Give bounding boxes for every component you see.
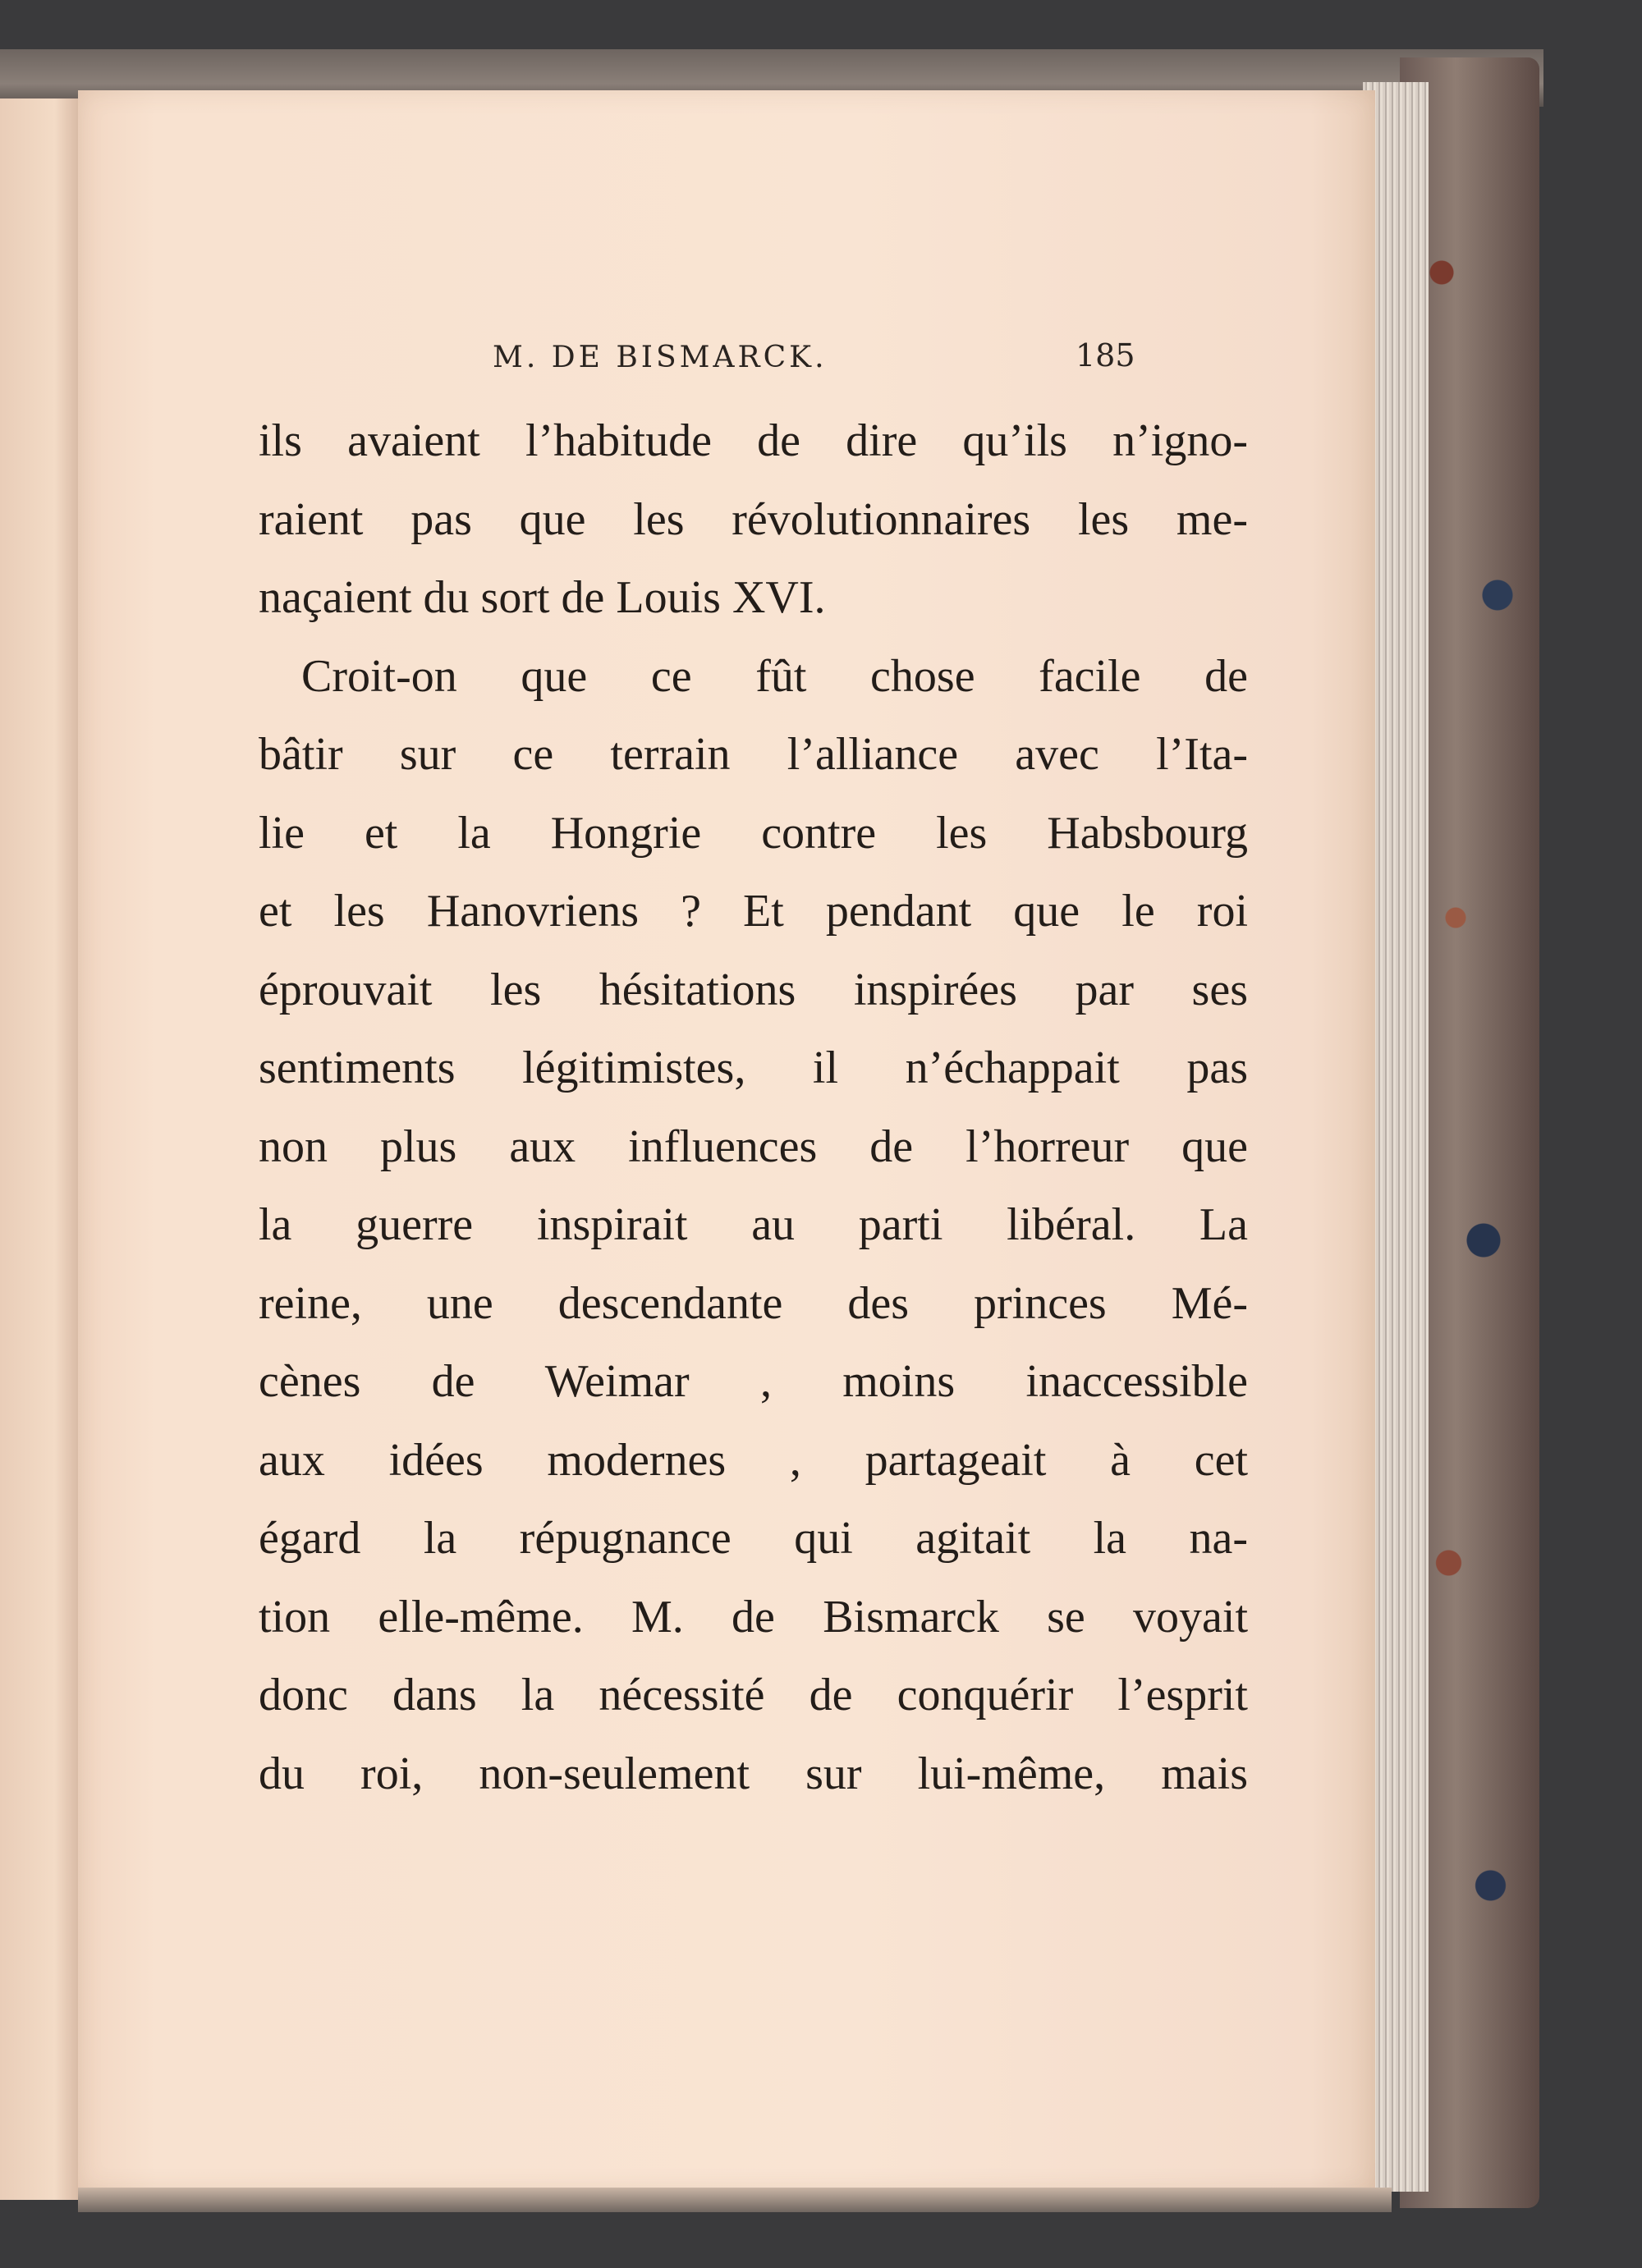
verso-page-edge xyxy=(0,99,80,2200)
running-head xyxy=(78,337,1375,390)
text-line: naçaient du sort de Louis XVI. xyxy=(259,572,826,623)
text-line: égard la répugnance qui agitait la na- xyxy=(259,1513,1248,1564)
text-line: reine, une descendante des princes Mé- xyxy=(259,1277,1248,1329)
text-line: aux idées modernes , partageait à cet xyxy=(259,1434,1248,1486)
text-line: ils avaient l’habitude de dire qu’ils n’igno- xyxy=(259,415,1248,466)
text-line: la guerre inspirait au parti libéral. La xyxy=(259,1199,1248,1250)
text-line: Croit-on que ce fût chose facile de xyxy=(301,650,1248,702)
book-bottom-edge xyxy=(78,2188,1392,2212)
text-line: cènes de Weimar , moins inaccessible xyxy=(259,1356,1248,1407)
text-line: tion elle-même. M. de Bismarck se voyait xyxy=(259,1591,1248,1643)
text-line: lie et la Hongrie contre les Habsbourg xyxy=(259,807,1248,859)
body-text xyxy=(259,402,1248,1813)
recto-page xyxy=(78,90,1375,2192)
running-title: M. DE BISMARCK. xyxy=(493,341,828,374)
text-line: du roi, non-seulement sur lui-même, mais xyxy=(259,1748,1248,1799)
page-number: 185 xyxy=(1076,337,1135,373)
text-line: raient pas que les révolutionnaires les me- xyxy=(259,493,1248,545)
text-line: non plus aux influences de l’horreur que xyxy=(259,1120,1248,1172)
text-line: sentiments légitimistes, il n’échappait pas xyxy=(259,1042,1248,1093)
text-line: bâtir sur ce terrain l’alliance avec l’Ita- xyxy=(259,729,1248,780)
text-line: donc dans la nécessité de conquérir l’esprit xyxy=(259,1670,1248,1720)
text-line: éprouvait les hésitations inspirées par ses xyxy=(259,964,1248,1015)
text-line: et les Hanovriens ? Et pendant que le roi xyxy=(259,886,1248,937)
